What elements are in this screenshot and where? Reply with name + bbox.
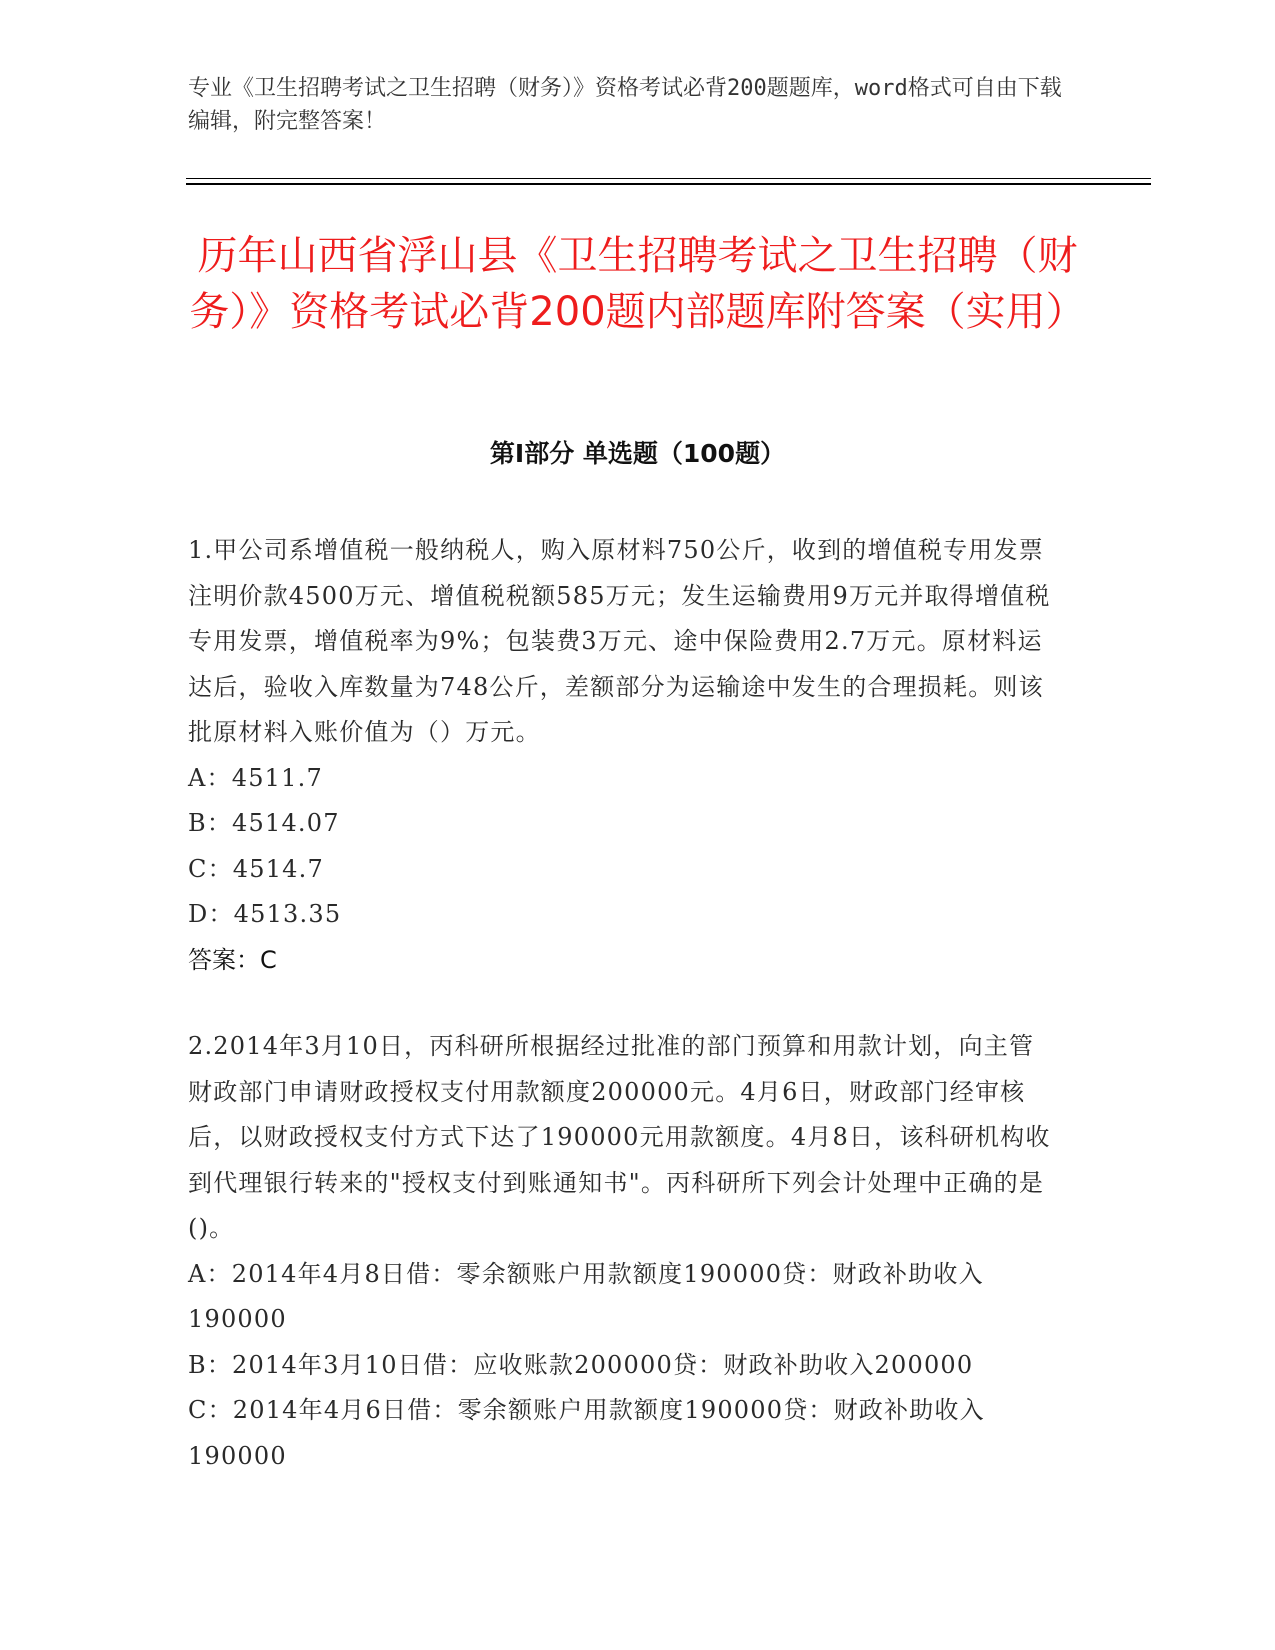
option-c: C：4514.7 [188, 854, 324, 883]
option-d: D：4513.35 [188, 900, 342, 928]
option-c: C：2014年4月6日借：零余额账户用款额度190000贷：财政补助收入190000 [188, 1396, 985, 1470]
header-divider-thin [186, 178, 1151, 179]
question-text: 1.甲公司系增值税一般纳税人，购入原材料750公斤，收到的增值税专用发票注明价款4500万元、增值税税额585万元；发生运输费用9万元并取得增值税专用发票，增值税率为9%；包装费3万元、途中保险费用2.7万元。原材料运达后，验收入库数量为748公斤，差额部分为运输途中发生的合理损耗。则该批原材料入账价值为（）万元。 [188, 536, 1051, 746]
option-b: B：4514.07 [188, 809, 340, 837]
option-a: A：2014年4月8日借：零余额账户用款额度190000贷：财政补助收入190000 [188, 1259, 984, 1333]
question-1 [188, 528, 1058, 983]
option-b: B：2014年3月10日借：应收账款200000贷：财政补助收入200000 [188, 1350, 974, 1379]
question-2 [188, 1024, 1058, 1479]
answer: 答案：C [188, 945, 277, 974]
document-title: 历年山西省浮山县《卫生招聘考试之卫生招聘（财务）》资格考试必背200题内部题库附答案（实用） [189, 233, 1086, 335]
header-divider-thick [186, 183, 1151, 185]
header-note: 专业《卫生招聘考试之卫生招聘（财务）》资格考试必背200题题库，word格式可自由下载编辑，附完整答案！ [188, 76, 1062, 134]
option-a: A：4511.7 [188, 763, 323, 792]
section-title: 第Ⅰ部分 单选题（100题） [489, 439, 786, 468]
question-text: 2.2014年3月10日，丙科研所根据经过批准的部门预算和用款计划，向主管财政部门申请财政授权支付用款额度200000元。4月6日，财政部门经审核后，以财政授权支付方式下达了190000元用款额度。4月8日，该科研机构收到代理银行转来的"授权支付到账通知书"。丙科研所下列会计处理中正确的是()。 [188, 1032, 1051, 1242]
